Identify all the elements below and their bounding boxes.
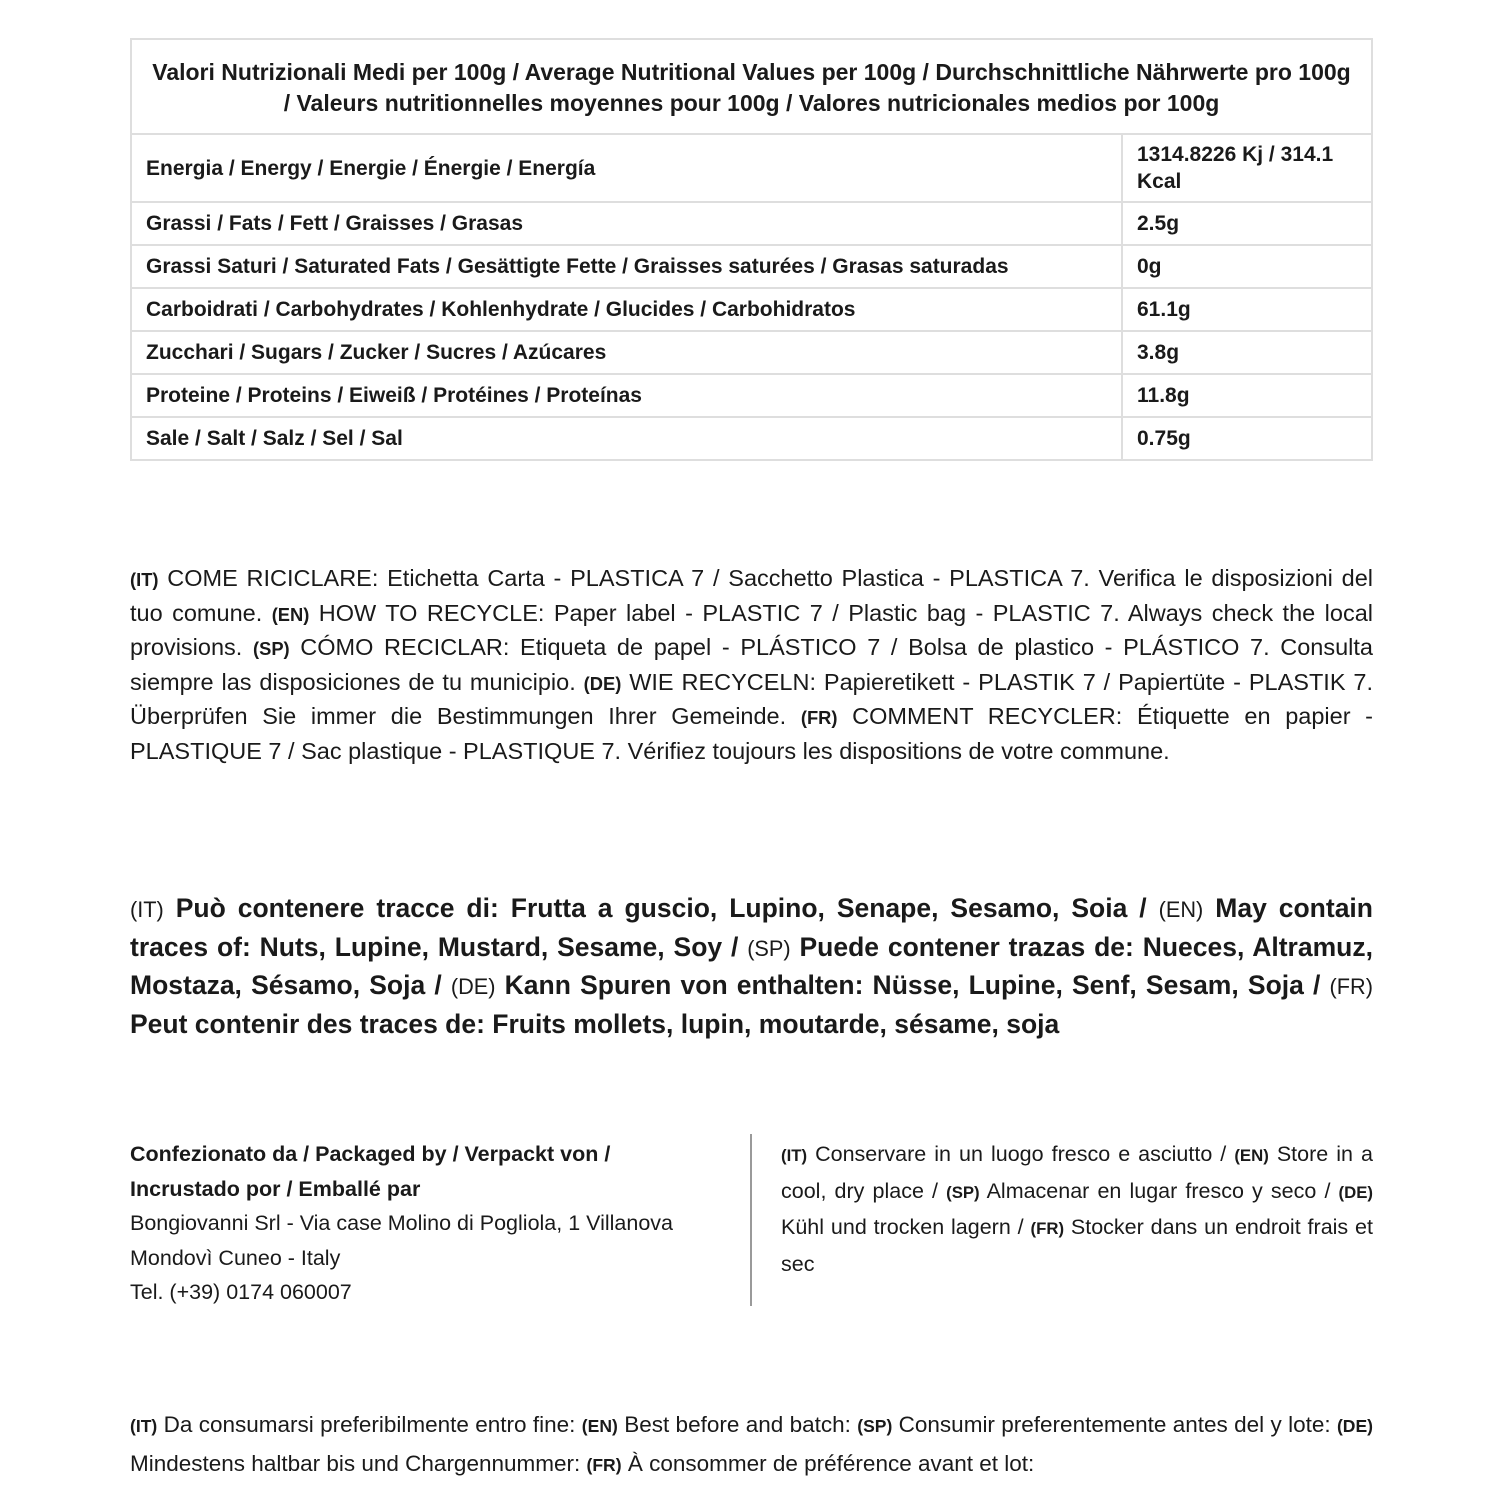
nutrition-table [130,38,1373,461]
language-code: (IT) [130,1416,158,1436]
language-code: (SP) [946,1182,980,1202]
table-row [131,245,1372,288]
language-code: (FR) [1329,974,1373,999]
language-code: (FR) [800,707,838,728]
nutrient-value: 3.8g [1122,331,1372,374]
packager-info [130,1137,720,1310]
storage-instructions [781,1137,1373,1281]
allergen-text: Peut contenir des traces de: Fruits mollets, lupin, moutarde, sésame, soja [130,1008,1060,1039]
packager-phone: Tel. (+39) 0174 060007 [130,1280,352,1304]
table-row [131,202,1372,245]
nutrient-value: 1314.8226 Kj / 314.1 Kcal [1122,134,1372,202]
column-divider [750,1134,752,1306]
packager-header: Incrustado por / Emballé par [130,1176,421,1201]
table-row [131,417,1372,460]
language-code: (SP) [747,935,791,961]
recycling-instructions [130,562,1373,768]
nutrient-label: Energia / Energy / Energie / Énergie / Energía [131,134,1122,202]
language-code: (IT) [130,569,159,590]
language-code: (SP) [857,1416,893,1436]
language-code: (DE) [450,974,496,999]
storage-text: Store in a cool, dry place / [781,1142,1373,1203]
nutrient-label: Sale / Salt / Salz / Sel / Sal [131,417,1122,460]
nutrient-value: 11.8g [1122,374,1372,417]
recycling-text: WIE RECYCELN: Papieretikett - PLASTIK 7 / Papiertüte - PLASTIK 7. Überprüfen Sie immer die Bestimmungen Ihrer Gemeinde. [130,668,1373,729]
storage-text: Kühl und trocken lagern / [781,1215,1024,1239]
language-code: (IT) [781,1146,808,1165]
nutrient-label: Proteine / Proteins / Eiweiß / Protéines / Proteínas [131,374,1122,417]
table-row [131,288,1372,331]
best-before-notice [130,1406,1373,1484]
storage-text: Conservare in un luogo fresco e asciutto / [815,1142,1227,1166]
allergen-warning [130,890,1373,1043]
nutrient-label: Zucchari / Sugars / Zucker / Sucres / Azúcares [131,331,1122,374]
nutrient-value: 2.5g [1122,202,1372,245]
language-code: (DE) [1338,1182,1374,1202]
storage-text: Stocker dans un endroit frais et sec [781,1215,1373,1276]
nutrient-value: 0.75g [1122,417,1372,460]
nutrition-table-title: Valori Nutrizionali Medi per 100g / Average Nutritional Values per 100g / Durchschnittliche Nährwerte pro 100g / Valeurs nutritionnelles moyennes pour 100g / Valores nutricionales medios por 100g [131,39,1372,134]
best-before-text: À consommer de préférence avant et lot: [627,1451,1035,1476]
best-before-text: Da consumarsi preferibilmente entro fine: [163,1412,576,1437]
allergen-text: Puede contener trazas de: Nueces, Altramuz, Mostaza, Sésamo, Soja / [130,931,1373,1000]
nutrient-value: 61.1g [1122,288,1372,331]
recycling-text: HOW TO RECYCLE: Paper label - PLASTIC 7 / Plastic bag - PLASTIC 7. Always check the local provisions. [130,599,1373,660]
table-row [131,134,1372,202]
best-before-text: Best before and batch: [624,1412,851,1437]
best-before-text: Mindestens haltbar bis und Chargennummer: [130,1451,581,1476]
storage-text: Almacenar en lugar fresco y seco / [986,1178,1331,1203]
language-code: (IT) [130,897,164,922]
language-code: (SP) [252,638,290,659]
nutrient-value: 0g [1122,245,1372,288]
allergen-text: Kann Spuren von enthalten: Nüsse, Lupine, Senf, Sesam, Soja / [504,970,1321,1000]
packager-header: Confezionato da / Packaged by / Verpackt von / [130,1142,611,1166]
nutrient-label: Grassi Saturi / Saturated Fats / Gesättigte Fette / Graisses saturées / Grasas saturadas [131,245,1122,288]
nutrient-label: Carboidrati / Carbohydrates / Kohlenhydrate / Glucides / Carbohidratos [131,288,1122,331]
table-row [131,374,1372,417]
recycling-text: CÓMO RECICLAR: Etiqueta de papel - PLÁSTICO 7 / Bolsa de plastico - PLÁSTICO 7. Consulta siempre las disposiciones de tu municipio. [130,634,1373,695]
language-code: (EN) [271,603,310,625]
language-code: (FR) [586,1455,622,1475]
language-code: (EN) [1158,897,1204,922]
table-row [131,331,1372,374]
language-code: (EN) [581,1416,618,1436]
language-code: (FR) [1030,1219,1065,1238]
allergen-text: May contain traces of: Nuts, Lupine, Mustard, Sesame, Soy / [130,893,1373,962]
packager-address: Bongiovanni Srl - Via case Molino di Pogliola, 1 Villanova [130,1211,674,1235]
language-code: (DE) [583,672,622,694]
allergen-text: Può contenere tracce di: Frutta a guscio, Lupino, Senape, Sesamo, Soia / [175,893,1147,923]
best-before-text: Consumir preferentemente antes del y lote: [898,1412,1331,1437]
language-code: (DE) [1336,1416,1373,1436]
language-code: (EN) [1234,1146,1269,1165]
nutrient-label: Grassi / Fats / Fett / Graisses / Grasas [131,202,1122,245]
recycling-text: COME RICICLARE: Etichetta Carta - PLASTICA 7 / Sacchetto Plastica - PLASTICA 7. Verifica le disposizioni del tuo comune. [130,565,1373,626]
recycling-text: COMMENT RECYCLER: Étiquette en papier - PLASTIQUE 7 / Sac plastique - PLASTIQUE 7. Vérifiez toujours les dispositions de votre commune. [130,703,1374,764]
packager-address: Mondovì Cuneo - Italy [130,1245,341,1270]
